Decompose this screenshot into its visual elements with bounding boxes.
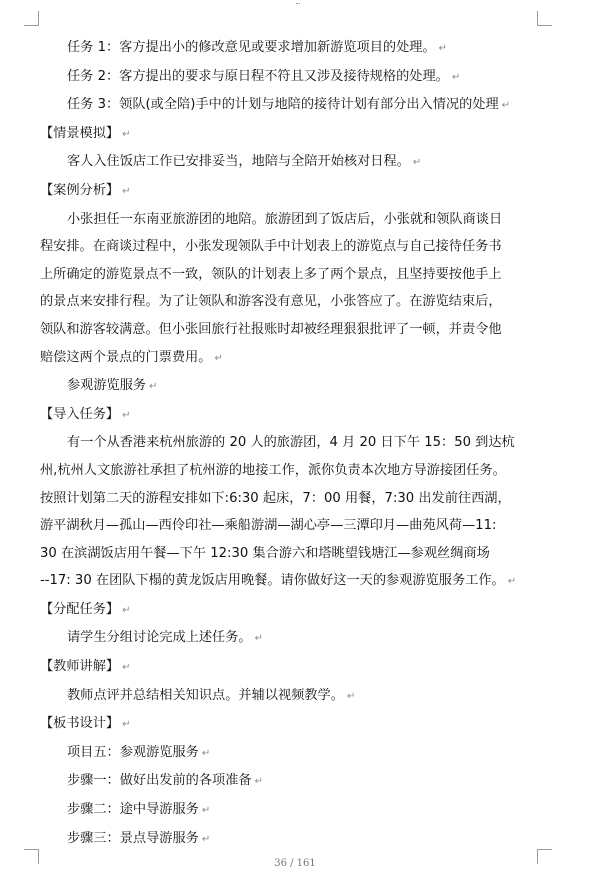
case-heading [40,177,540,206]
crop-mark-top-right [537,11,552,26]
paragraph-mark-icon: ↵ [451,71,461,83]
paragraph-mark-icon: ↵ [438,43,448,54]
intro-line: 有一个从香港来杭州旅游的 20 人的旅游团，4 月 20 日下午 15：50 到达杭 [67,435,515,451]
teacher-text [40,682,540,711]
heading-text: 【板书设计】 [40,716,120,732]
board-item-2 [40,767,540,796]
section-title-text: 参观游览服务 [67,378,147,394]
paragraph-mark-icon: ↵ [254,776,264,788]
paragraph-mark-icon: ↵ [122,185,131,197]
top-center-mark [296,0,300,4]
case-line: 程安排。在商谈过程中，小张发现领队手中计划表上的游览点与自己接待任务书 [40,239,502,255]
board-item-text: 步骤二：途中导游服务 [67,802,199,818]
task-text: 任务 2：客方提出的要求与原日程不符且又涉及接待规格的处理。 [67,68,449,84]
crop-mark-top-left [24,11,39,26]
paragraph-mark-icon: ↵ [507,576,517,588]
paragraph-mark-icon: ↵ [214,352,223,364]
paragraph-mark-icon: ↵ [254,633,264,645]
paragraph-mark-icon: ↵ [201,805,211,817]
board-item-text: 项目五：参观游览服务 [67,744,199,760]
task-text: 任务 3：领队(或全陪)手中的计划与地陪的接待计划有部分出入情况的处理 [67,97,499,113]
intro-line: 按照计划第二天的游程安排如下:6:30 起床，7：00 用餐，7:30 出发前往西湖， [40,490,511,506]
teacher-heading [40,653,540,682]
task-line-1 [40,34,540,63]
board-item-text: 步骤一：做好出发前的各项准备 [67,773,252,789]
intro-heading [40,401,540,430]
heading-text: 【分配任务】 [40,601,120,617]
heading-text: 【教师讲解】 [40,659,120,675]
assign-text [40,624,540,653]
paragraph-mark-icon: ↵ [122,128,131,140]
paragraph-mark-icon: ↵ [201,747,211,759]
paragraph-mark-icon: ↵ [122,662,131,674]
intro-paragraph [40,429,540,596]
case-paragraph [40,206,540,373]
board-item-3 [40,796,540,825]
task-line-3 [40,91,540,120]
paragraph-mark-icon: ↵ [149,381,158,393]
paragraph-mark-icon: ↵ [201,833,211,845]
case-line: 赔偿这两个景点的门票费用。 [40,349,212,365]
paragraph-mark-icon: ↵ [122,409,131,421]
case-line: 领队和游客较满意。但小张回旅行社报账时却被经理狠狠批评了一顿，并责令他 [40,321,502,337]
paragraph-mark-icon: ↵ [122,604,131,616]
scenario-text [40,148,540,177]
intro-line: 州,杭州人文旅游社承担了杭州游的地接工作，派你负责本次地方导游接团任务。 [40,462,506,478]
body-text: 请学生分组讨论完成上述任务。 [67,630,252,646]
heading-text: 【导入任务】 [40,406,120,422]
heading-text: 【情景模拟】 [40,125,120,141]
task-line-2 [40,63,540,92]
paragraph-mark-icon: ↵ [122,719,131,731]
intro-line: 30 在滨湖饭店用午餐—下午 12:30 集合游六和塔眺望钱塘江—参观丝绸商场 [40,545,490,561]
paragraph-mark-icon: ↵ [346,690,356,702]
page-number: 36 / 161 [274,858,316,869]
intro-line: --17: 30 在团队下榻的黄龙饭店用晚餐。请你做好这一天的参观游览服务工作。 [40,573,505,589]
board-item-1 [40,739,540,768]
board-heading [40,710,540,739]
document-body [40,34,540,853]
board-item-text: 步骤三：景点导游服务 [67,830,199,846]
paragraph-mark-icon: ↵ [501,100,511,112]
board-item-4 [40,825,540,854]
scenario-heading [40,120,540,149]
case-line: 小张担任一东南亚旅游团的地陪。旅游团到了饭店后，小张就和领队商谈日 [67,211,503,227]
intro-line: 游平湖秋月—孤山—西伶印社—乘船游湖—湖心亭—三潭印月—曲苑风荷—11: [40,518,497,534]
body-text: 教师点评并总结相关知识点。并辅以视频教学。 [67,687,344,703]
case-line: 上所确定的游览景点不一致，领队的计划表上多了两个景点，且坚持要按他手上 [40,266,502,282]
paragraph-mark-icon: ↵ [412,157,422,169]
section-title [40,372,540,401]
heading-text: 【案例分析】 [40,182,120,198]
task-text: 任务 1：客方提出小的修改意见或要求增加新游览项目的处理。 [67,40,436,55]
assign-heading [40,596,540,625]
body-text: 客人入住饭店工作已安排妥当，地陪与全陪开始核对日程。 [67,154,410,170]
case-line: 的景点来安排行程。为了让领队和游客没有意见，小张答应了。在游览结束后， [40,294,502,310]
